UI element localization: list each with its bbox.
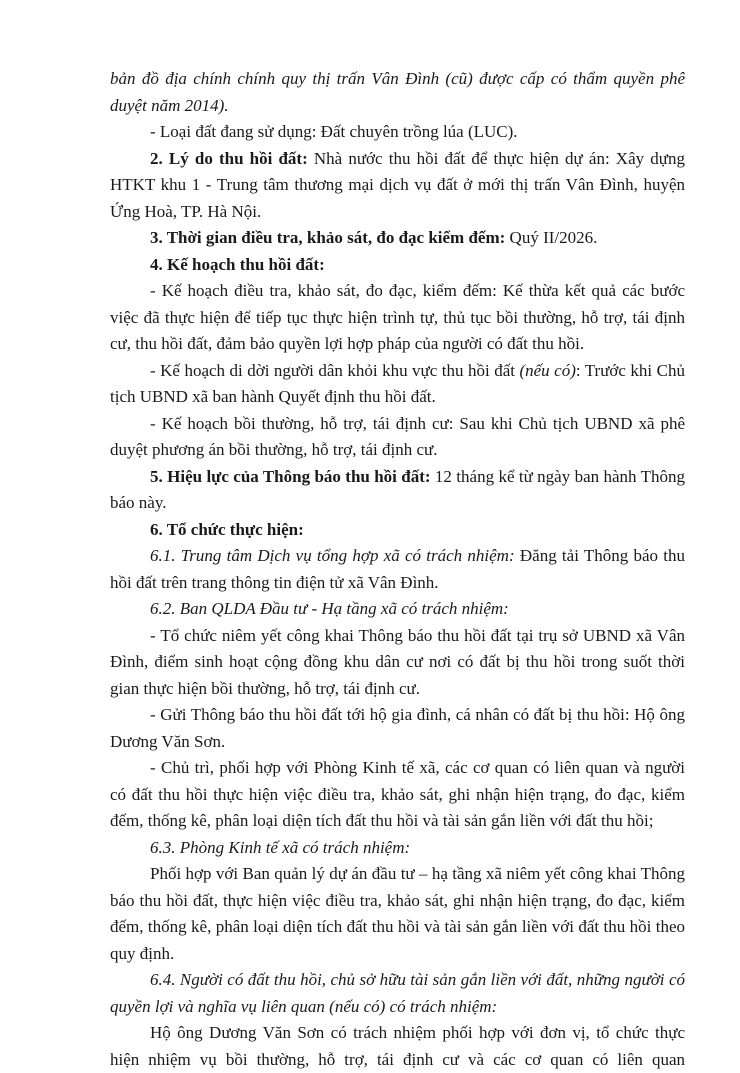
section-4-title: 4. Kế hoạch thu hồi đất: xyxy=(150,254,325,274)
section-4-plan-compensation: - Kế hoạch bồi thường, hỗ trợ, tái định cư: Sau khi Chủ tịch UBND xã phê duyệt phương án bồi thường, hỗ trợ, tái định cư. xyxy=(110,413,685,459)
relocation-note: (nếu có) xyxy=(519,360,576,380)
section-6-4-item-1: Hộ ông Dương Văn Sơn có trách nhiệm phối hợp với đơn vị, tổ chức thực hiện nhiệm vụ bồi thường, hỗ trợ, tái định cư và các cơ quan có liên quan xyxy=(110,1023,685,1069)
section-6-1 xyxy=(110,543,685,596)
section-6-4-title: 6.4. Người có đất thu hồi, chủ sở hữu tài sản gắn liền với đất, những người có quyền lợi và nghĩa vụ liên quan (nếu có) có trách nhiệm: xyxy=(110,970,685,1016)
section-4-plan-survey: - Kế hoạch điều tra, khảo sát, đo đạc, kiểm đếm: Kế thừa kết quả các bước việc đã thực hiện để tiếp tục thực hiện trình tự, thủ tục bồi thường, hỗ trợ, tái định cư, thu hồi đất, đảm bảo quyền lợi hợp pháp của người có đất thu hồi. xyxy=(110,281,685,353)
section-6-2-title: 6.2. Ban QLDA Đầu tư - Hạ tầng xã có trách nhiệm: xyxy=(150,599,509,618)
paragraph-map-note: bản đồ địa chính chính quy thị trấn Vân Đình (cũ) được cấp có thẩm quyền phê duyệt năm 2014). xyxy=(110,69,685,115)
section-6-2-item-2: - Gửi Thông báo thu hồi đất tới hộ gia đình, cá nhân có đất bị thu hồi: Hộ ông Dương Văn Sơn. xyxy=(110,705,685,751)
section-5-text: 12 tháng kể từ ngày ban hành Thông báo này. xyxy=(110,466,685,512)
section-6-3-item-1: Phối hợp với Ban quản lý dự án đầu tư – hạ tầng xã niêm yết công khai Thông báo thu hồi đất, thực hiện việc điều tra, khảo sát, ghi nhận hiện trạng, đo đạc, kiểm đếm, thống kê, phân loại diện tích đất thu hồi và tài sản gắn liền với đất thu hồi theo quy định. xyxy=(110,864,685,963)
section-6-2-item-1: - Tổ chức niêm yết công khai Thông báo thu hồi đất tại trụ sở UBND xã Vân Đình, điểm sinh hoạt cộng đồng khu dân cư nơi có đất bị thu hồi trong suốt thời gian thực hiện bồi thường, hỗ trợ, tái định cư. xyxy=(110,625,685,698)
section-3 xyxy=(110,225,685,252)
section-6-2-item-3: - Chủ trì, phối hợp với Phòng Kinh tế xã, các cơ quan có liên quan và người có đất thu hồi thực hiện việc điều tra, khảo sát, ghi nhận hiện trạng, đo đạc, kiểm đếm, thống kê, phân loại diện tích đất thu hồi và tài sản gắn liền với đất thu hồi; xyxy=(110,758,685,830)
section-5 xyxy=(110,464,685,517)
section-3-text: Quý II/2026. xyxy=(505,228,598,247)
section-6-1-title: 6.1. Trung tâm Dịch vụ tổng hợp xã có trách nhiệm: xyxy=(150,546,515,565)
section-2-text: Nhà nước thu hồi đất để thực hiện dự án: Xây dựng HTKT khu 1 - Trung tâm thương mại dịch vụ đất ở mới thị trấn Vân Đình, huyện Ứng Hoà, TP. Hà Nội. xyxy=(110,148,685,221)
section-2 xyxy=(110,146,685,226)
relocation-text: - Kế hoạch di dời người dân khỏi khu vực thu hồi đất xyxy=(150,360,520,380)
section-4-plan-relocation xyxy=(110,358,685,411)
paragraph-land-type: - Loại đất đang sử dụng: Đất chuyên trồng lúa (LUC). xyxy=(150,122,518,141)
section-3-title: 3. Thời gian điều tra, khảo sát, đo đạc kiểm đếm: xyxy=(150,228,506,247)
section-6-1-text: Đăng tải Thông báo thu hồi đất trên trang thông tin điện tử xã Vân Đình. xyxy=(110,546,685,592)
section-5-title: 5. Hiệu lực của Thông báo thu hồi đất: xyxy=(150,466,431,486)
relocation-text-2: : Trước khi Chủ tịch UBND xã ban hành Quyết định thu hồi đất. xyxy=(110,360,685,406)
section-2-title: 2. Lý do thu hồi đất: xyxy=(150,148,308,168)
section-6-title: 6. Tổ chức thực hiện: xyxy=(150,519,304,539)
section-6-3-title: 6.3. Phòng Kinh tế xã có trách nhiệm: xyxy=(150,837,411,857)
